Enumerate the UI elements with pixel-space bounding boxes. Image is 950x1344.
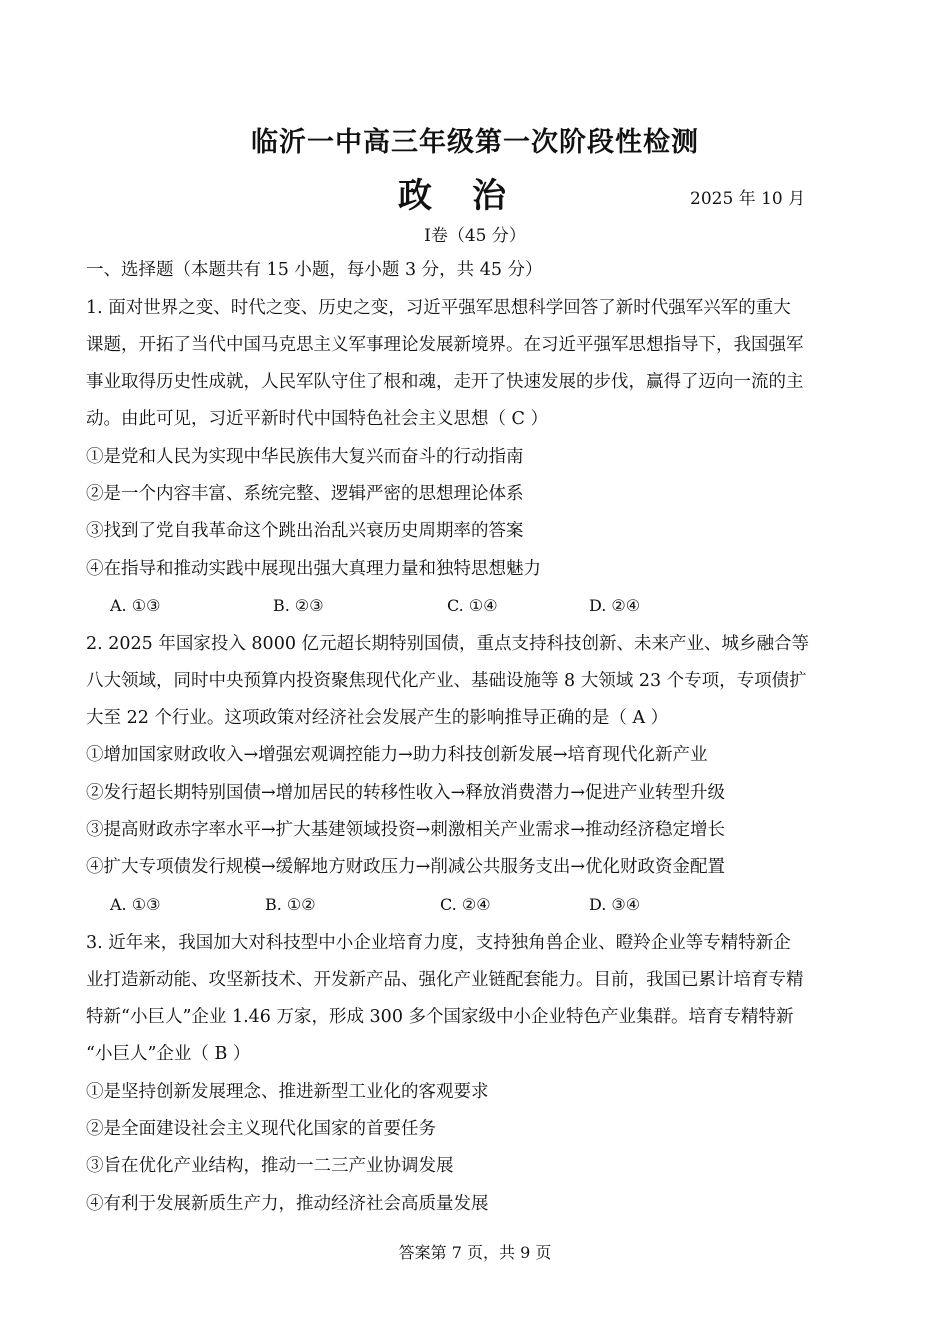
q2-option-a: A. ①③ bbox=[110, 895, 161, 914]
exam-title: 临沂一中高三年级第一次阶段性检测 bbox=[251, 127, 699, 158]
q2-stem-line: 大至 22 个行业。这项政策对经济社会发展产生的影响推导正确的是（ A ） bbox=[86, 708, 669, 728]
q2-statement: ③提高财政赤字率水平→扩大基建领域投资→刺激相关产业需求→推动经济稳定增长 bbox=[86, 820, 725, 840]
q2-statement: ④扩大专项债发行规模→缓解地方财政压力→削减公共服务支出→优化财政资金配置 bbox=[86, 857, 725, 877]
q2-option-d: D. ③④ bbox=[589, 895, 641, 914]
part-heading: Ⅰ卷（45 分） bbox=[424, 226, 526, 246]
q2-option-b: B. ①② bbox=[265, 895, 316, 914]
q1-statement: ④在指导和推动实践中展现出强大真理力量和独特思想魅力 bbox=[86, 559, 541, 579]
section-heading: 一、选择题（本题共有 15 小题，每小题 3 分，共 45 分） bbox=[86, 260, 543, 280]
q2-statement: ①增加国家财政收入→增强宏观调控能力→助力科技创新发展→培育现代化新产业 bbox=[86, 745, 708, 765]
q2-stem-line: 八大领域，同时中央预算内投资聚焦现代化产业、基础设施等 8 大领域 23 个专项，专项债扩 bbox=[86, 671, 807, 691]
q2-statement: ②发行超长期特别国债→增加居民的转移性收入→释放消费潜力→促进产业转型升级 bbox=[86, 783, 725, 803]
q1-stem-line: 课题，开拓了当代中国马克思主义军事理论发展新境界。在习近平强军思想指导下，我国强军 bbox=[86, 335, 804, 355]
exam-date: 2025 年 10 月 bbox=[690, 189, 806, 209]
q2-option-c: C. ②④ bbox=[440, 895, 491, 914]
q3-stem-line: 特新“小巨人”企业 1.46 万家，形成 300 多个国家级中小企业特色产业集群。培育专精特新 bbox=[86, 1007, 794, 1027]
q1-option-d: D. ②④ bbox=[589, 596, 641, 615]
q3-statement: ②是全面建设社会主义现代化国家的首要任务 bbox=[86, 1119, 436, 1139]
q1-stem-line: 动。由此可见，习近平新时代中国特色社会主义思想（ C ） bbox=[86, 409, 549, 429]
subject-heading: 政治 bbox=[398, 176, 546, 216]
page-footer: 答案第 7 页，共 9 页 bbox=[398, 1243, 552, 1262]
q3-stem-line: 3. 近年来，我国加大对科技型中小企业培育力度，支持独角兽企业、瞪羚企业等专精特新企 bbox=[86, 933, 791, 953]
q3-statement: ③旨在优化产业结构，推动一二三产业协调发展 bbox=[86, 1156, 454, 1176]
q1-option-c: C. ①④ bbox=[447, 596, 498, 615]
q1-option-b: B. ②③ bbox=[273, 596, 324, 615]
q1-statement: ③找到了党自我革命这个跳出治乱兴衰历史周期率的答案 bbox=[86, 521, 524, 541]
q1-stem-line: 事业取得历史性成就，人民军队守住了根和魂，走开了快速发展的步伐，赢得了迈向一流的主 bbox=[86, 372, 804, 392]
q3-statement: ①是坚持创新发展理念、推进新型工业化的客观要求 bbox=[86, 1082, 489, 1102]
q1-statement: ②是一个内容丰富、系统完整、逻辑严密的思想理论体系 bbox=[86, 484, 524, 504]
q1-statement: ①是党和人民为实现中华民族伟大复兴而奋斗的行动指南 bbox=[86, 447, 524, 467]
q1-option-a: A. ①③ bbox=[110, 596, 161, 615]
q3-statement: ④有利于发展新质生产力，推动经济社会高质量发展 bbox=[86, 1194, 489, 1214]
q3-stem-line: 业打造新动能、攻坚新技术、开发新产品、强化产业链配套能力。目前，我国已累计培育专精 bbox=[86, 970, 804, 990]
q3-stem-line: “小巨人”企业（ B ） bbox=[86, 1044, 251, 1064]
q1-stem-line: 1. 面对世界之变、时代之变、历史之变，习近平强军思想科学回答了新时代强军兴军的重大 bbox=[86, 298, 791, 318]
q2-stem-line: 2. 2025 年国家投入 8000 亿元超长期特别国债，重点支持科技创新、未来产业、城乡融合等 bbox=[86, 634, 810, 654]
